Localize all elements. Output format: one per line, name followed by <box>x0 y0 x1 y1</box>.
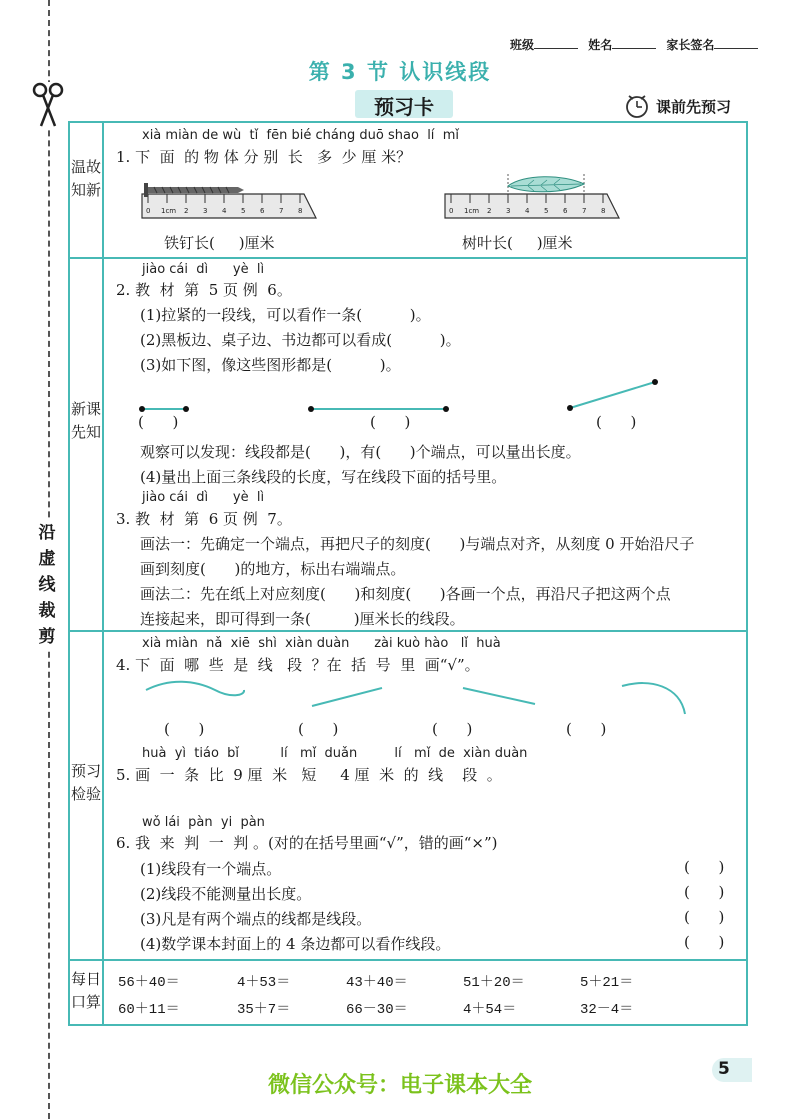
calc-item[interactable]: 4＋54＝ <box>463 1002 517 1018</box>
nail-ruler-tick: 3 <box>203 207 208 215</box>
calc-item[interactable]: 60＋11＝ <box>118 1002 180 1018</box>
leaf-ruler-tick: 4 <box>525 207 530 215</box>
q4-answer-4[interactable]: ( ) <box>566 720 607 738</box>
divider-2 <box>68 630 748 632</box>
arc-shape <box>622 683 685 714</box>
segment-1 <box>139 406 189 412</box>
q4-answer-3[interactable]: ( ) <box>432 720 473 738</box>
q6-pinyin: wǒ lái pàn yi pàn <box>142 815 265 830</box>
class-label: 班级 <box>510 38 535 52</box>
calc-item[interactable]: 4＋53＝ <box>237 975 291 991</box>
section-label-review: 温故知新 <box>70 158 101 199</box>
curve-shape <box>146 682 244 696</box>
calc-item[interactable]: 5＋21＝ <box>580 975 634 991</box>
q4-pinyin: xià miàn nǎ xiē shì xiàn duàn zài kuò hào lǐ huà <box>142 636 501 651</box>
calc-item[interactable]: 32－4＝ <box>580 1002 634 1018</box>
segment-3-answer[interactable]: ( ) <box>596 413 637 431</box>
nail-ruler-tick: 7 <box>279 207 284 215</box>
q6-item-4: (4)数学课本封面上的 4 条边都可以看作线段。 <box>140 935 451 953</box>
nail-ruler-tick: 8 <box>298 207 303 215</box>
q2-question: 2. 教 材 第 5 页 例 6。 <box>116 281 292 299</box>
q3-method1-line2[interactable]: 画到刻度( )的地方，标出右端端点。 <box>140 560 406 578</box>
leaf-ruler-tick: 1cm <box>464 207 480 215</box>
nail-ruler-tick: 5 <box>241 207 246 215</box>
label-column-divider <box>102 121 104 1026</box>
q6-answer-3[interactable]: ( ) <box>684 908 725 926</box>
q4-question: 4. 下 面 哪 些 是 线 段 ？在 括 号 里 画“√”。 <box>116 656 480 674</box>
slanted-line-shape <box>463 688 535 704</box>
q2-observation[interactable]: 观察可以发现：线段都是( )，有( )个端点，可以量出长度。 <box>140 443 581 461</box>
q4-answer-1[interactable]: ( ) <box>164 720 205 738</box>
leaf-length-answer[interactable]: 树叶长( )厘米 <box>462 234 573 252</box>
q3-method2-line2[interactable]: 连接起来，即可得到一条( )厘米长的线段。 <box>140 610 465 628</box>
calc-item[interactable]: 43＋40＝ <box>346 975 408 991</box>
leaf-ruler-tick: 6 <box>563 207 568 215</box>
preview-label: 课前先预习 <box>656 98 732 116</box>
q3-method1-line1[interactable]: 画法一：先确定一个端点，再把尺子的刻度( )与端点对齐，从刻度 0 开始沿尺子 <box>140 535 695 553</box>
alarm-clock-icon <box>624 93 650 119</box>
nail-ruler-tick: 6 <box>260 207 265 215</box>
straight-line-shape <box>312 688 382 706</box>
leaf-ruler-tick: 8 <box>601 207 606 215</box>
q5-question: 5. 画 一 条 比 9 厘 米 短 4 厘 米 的 线 段 。 <box>116 766 502 784</box>
nail-length-answer[interactable]: 铁钉长( )厘米 <box>164 234 275 252</box>
section-label-new-lesson: 新课先知 <box>70 400 101 441</box>
nail-ruler-tick: 1cm <box>161 207 177 215</box>
q2-part4: (4)量出上面三条线段的长度，写在线段下面的括号里。 <box>140 468 507 486</box>
q4-lines-figure <box>140 676 690 716</box>
calc-item[interactable]: 56＋40＝ <box>118 975 180 991</box>
leaf-icon <box>508 174 584 194</box>
q6-answer-4[interactable]: ( ) <box>684 933 725 951</box>
q3-method2-line1[interactable]: 画法二：先在纸上对应刻度( )和刻度( )各画一个点，再沿尺子把这两个点 <box>140 585 671 603</box>
calc-item[interactable]: 35＋7＝ <box>237 1002 291 1018</box>
leaf-ruler-tick: 7 <box>582 207 587 215</box>
nail-ruler-figure <box>140 172 320 224</box>
q5-pinyin: huà yì tiáo bǐ lí mǐ duǎn lí mǐ de xiàn duàn <box>142 746 528 761</box>
divider-3 <box>68 959 748 961</box>
page-number: 5 <box>718 1059 730 1079</box>
segment-2 <box>308 406 449 412</box>
leaf-ruler-tick: 5 <box>544 207 549 215</box>
q3-question: 3. 教 材 第 6 页 例 7。 <box>116 510 292 528</box>
nail-ruler-tick: 2 <box>184 207 189 215</box>
leaf-ruler-figure <box>443 172 623 224</box>
calc-item[interactable]: 66－30＝ <box>346 1002 408 1018</box>
q6-item-1: (1)线段有一个端点。 <box>140 860 282 878</box>
scissors-icon <box>30 82 66 128</box>
segment-3 <box>567 379 658 411</box>
class-blank[interactable] <box>534 48 578 49</box>
q6-question: 6. 我 来 判 一 判 。(对的在括号里画“√”，错的画“×”) <box>116 834 498 852</box>
section-label-preview-check: 预习检验 <box>70 762 101 803</box>
q3-pinyin: jiào cái dì yè lì <box>142 490 265 505</box>
q2-part1[interactable]: (1)拉紧的一段线，可以看作一条( )。 <box>140 306 431 324</box>
card-title: 预习卡 <box>374 95 434 119</box>
leaf-ruler-tick: 0 <box>449 207 454 215</box>
leaf-ruler-tick: 3 <box>506 207 511 215</box>
q6-answer-1[interactable]: ( ) <box>684 858 725 876</box>
q1-question: 1. 下 面 的 物 体 分 别 长 多 少 厘 米？ <box>116 148 412 166</box>
q6-item-3: (3)凡是有两个端点的线都是线段。 <box>140 910 372 928</box>
student-info-line <box>510 36 764 53</box>
q6-item-2: (2)线段不能测量出长度。 <box>140 885 312 903</box>
q2-part3[interactable]: (3)如下图，像这些图形都是( )。 <box>140 356 401 374</box>
name-blank[interactable] <box>612 48 656 49</box>
cut-instruction: 沿虚线裁剪 <box>32 520 62 650</box>
q6-answer-2[interactable]: ( ) <box>684 883 725 901</box>
leaf-ruler-tick: 2 <box>487 207 492 215</box>
name-label: 姓名 <box>588 38 613 52</box>
parent-signature-label: 家长签名 <box>666 38 715 52</box>
section-label-daily-mental-math: 每日口算 <box>70 970 101 1011</box>
parent-signature-blank[interactable] <box>714 48 758 49</box>
section-title: 第 3 节 认识线段 <box>308 60 492 84</box>
q1-pinyin: xià miàn de wù tǐ fēn bié cháng duō shao lí mǐ <box>142 128 459 143</box>
calc-item[interactable]: 51＋20＝ <box>463 975 525 991</box>
nail-ruler-tick: 0 <box>146 207 151 215</box>
divider-1 <box>68 257 748 259</box>
segment-2-answer[interactable]: ( ) <box>370 413 411 431</box>
q4-answer-2[interactable]: ( ) <box>298 720 339 738</box>
q2-pinyin: jiào cái dì yè lì <box>142 262 265 277</box>
nail-ruler-tick: 4 <box>222 207 227 215</box>
q2-part2[interactable]: (2)黑板边、桌子边、书边都可以看成( )。 <box>140 331 461 349</box>
segment-1-answer[interactable]: ( ) <box>138 413 179 431</box>
wechat-footer: 微信公众号：电子课本大全 <box>267 1073 532 1098</box>
